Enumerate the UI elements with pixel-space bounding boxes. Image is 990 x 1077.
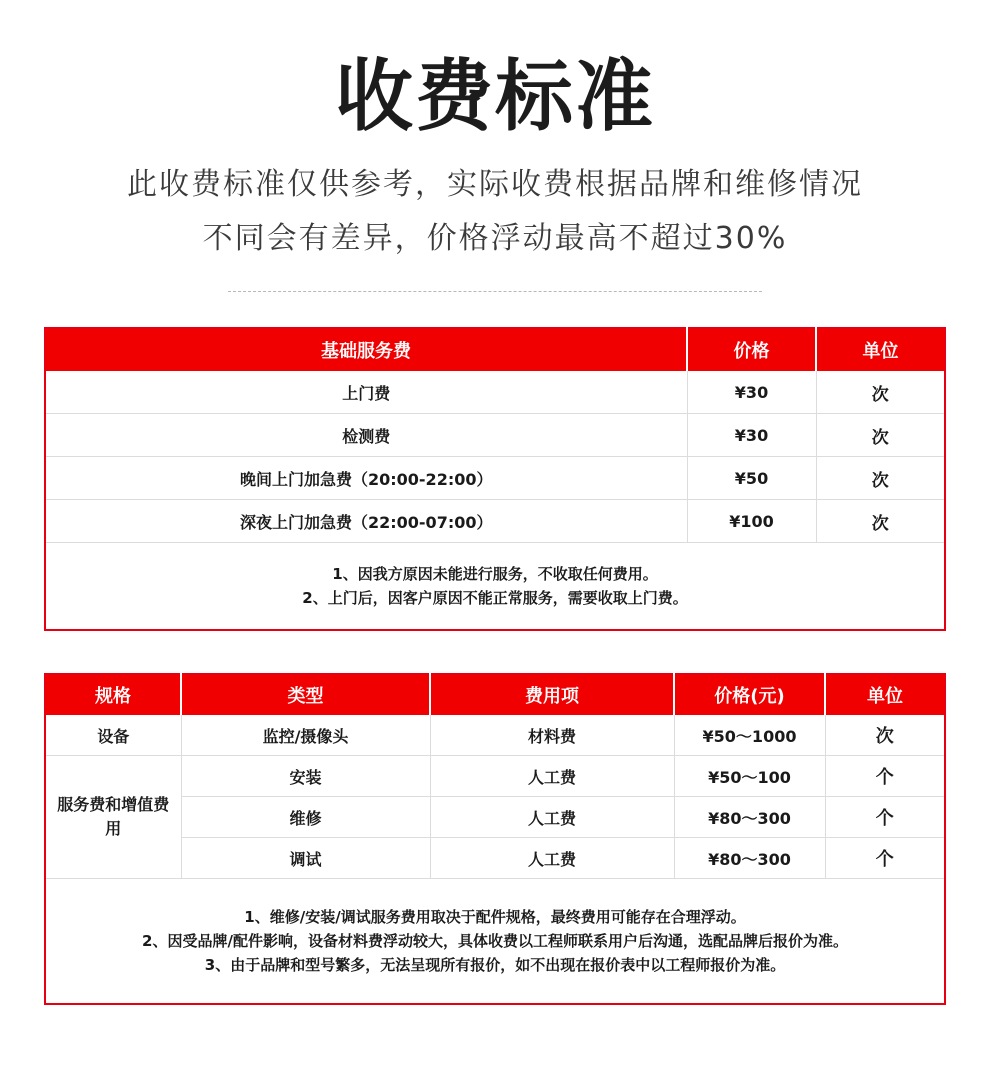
service-unit: 次 <box>816 500 945 543</box>
fee-item-cell: 人工费 <box>430 797 674 838</box>
table-header-row <box>45 674 945 715</box>
service-name: 检测费 <box>45 414 687 457</box>
subtitle-line-2: 不同会有差异，价格浮动最高不超过30% <box>202 221 788 256</box>
service-price: ¥100 <box>687 500 816 543</box>
service-unit: 次 <box>816 457 945 500</box>
table-row <box>45 500 945 543</box>
table-row <box>45 457 945 500</box>
unit-cell: 个 <box>825 838 945 879</box>
service-unit: 次 <box>816 371 945 414</box>
service-price: ¥50 <box>687 457 816 500</box>
page-title: 收费标准 <box>334 52 655 142</box>
service-name: 深夜上门加急费（22:00-07:00） <box>45 500 687 543</box>
header-unit: 单位 <box>825 674 945 715</box>
spec-price-table <box>44 673 946 1005</box>
fee-item-cell: 人工费 <box>430 838 674 879</box>
fee-item-cell: 材料费 <box>430 715 674 756</box>
type-cell: 安装 <box>181 756 430 797</box>
price-cell: ¥80～300 <box>674 797 825 838</box>
service-name: 上门费 <box>45 371 687 414</box>
unit-cell: 个 <box>825 756 945 797</box>
price-cell: ¥50～1000 <box>674 715 825 756</box>
note-line: 2、因受品牌/配件影响，设备材料费浮动较大，具体收费以工程师联系用户后沟通，选配品牌后报价为准。 <box>142 932 848 950</box>
service-price: ¥30 <box>687 371 816 414</box>
type-cell: 调试 <box>181 838 430 879</box>
fee-item-cell: 人工费 <box>430 756 674 797</box>
spec-cell: 设备 <box>45 715 181 756</box>
header-unit: 单位 <box>816 328 945 371</box>
note-line: 3、由于品牌和型号繁多，无法呈现所有报价，如不出现在报价表中以工程师报价为准。 <box>204 956 786 974</box>
service-name: 晚间上门加急费（20:00-22:00） <box>45 457 687 500</box>
note-line: 2、上门后，因客户原因不能正常服务，需要收取上门费。 <box>302 589 688 607</box>
table-row <box>45 756 945 797</box>
type-cell: 维修 <box>181 797 430 838</box>
type-cell: 监控/摄像头 <box>181 715 430 756</box>
header-price: 价格(元) <box>674 674 825 715</box>
notes-cell <box>45 879 945 1005</box>
service-price: ¥30 <box>687 414 816 457</box>
notes-cell <box>45 543 945 631</box>
table-row <box>45 371 945 414</box>
note-line: 1、维修/安装/调试服务费用取决于配件规格，最终费用可能存在合理浮动。 <box>244 908 746 926</box>
header-price: 价格 <box>687 328 816 371</box>
note-line: 1、因我方原因未能进行服务，不收取任何费用。 <box>332 565 658 583</box>
unit-cell: 个 <box>825 797 945 838</box>
subtitle-line-1: 此收费标准仅供参考，实际收费根据品牌和维修情况 <box>127 167 863 202</box>
spec-cell: 服务费和增值费用 <box>45 756 181 879</box>
header-fee-item: 费用项 <box>430 674 674 715</box>
table-header-row <box>45 328 945 371</box>
dashed-divider <box>228 291 762 292</box>
notes-row <box>45 879 945 1005</box>
unit-cell: 次 <box>825 715 945 756</box>
service-unit: 次 <box>816 414 945 457</box>
header-service: 基础服务费 <box>45 328 687 371</box>
basic-service-fee-table <box>44 327 946 631</box>
header-type: 类型 <box>181 674 430 715</box>
price-cell: ¥80～300 <box>674 838 825 879</box>
header-spec: 规格 <box>45 674 181 715</box>
table-row <box>45 414 945 457</box>
notes-row <box>45 543 945 631</box>
table-row <box>45 715 945 756</box>
price-cell: ¥50～100 <box>674 756 825 797</box>
